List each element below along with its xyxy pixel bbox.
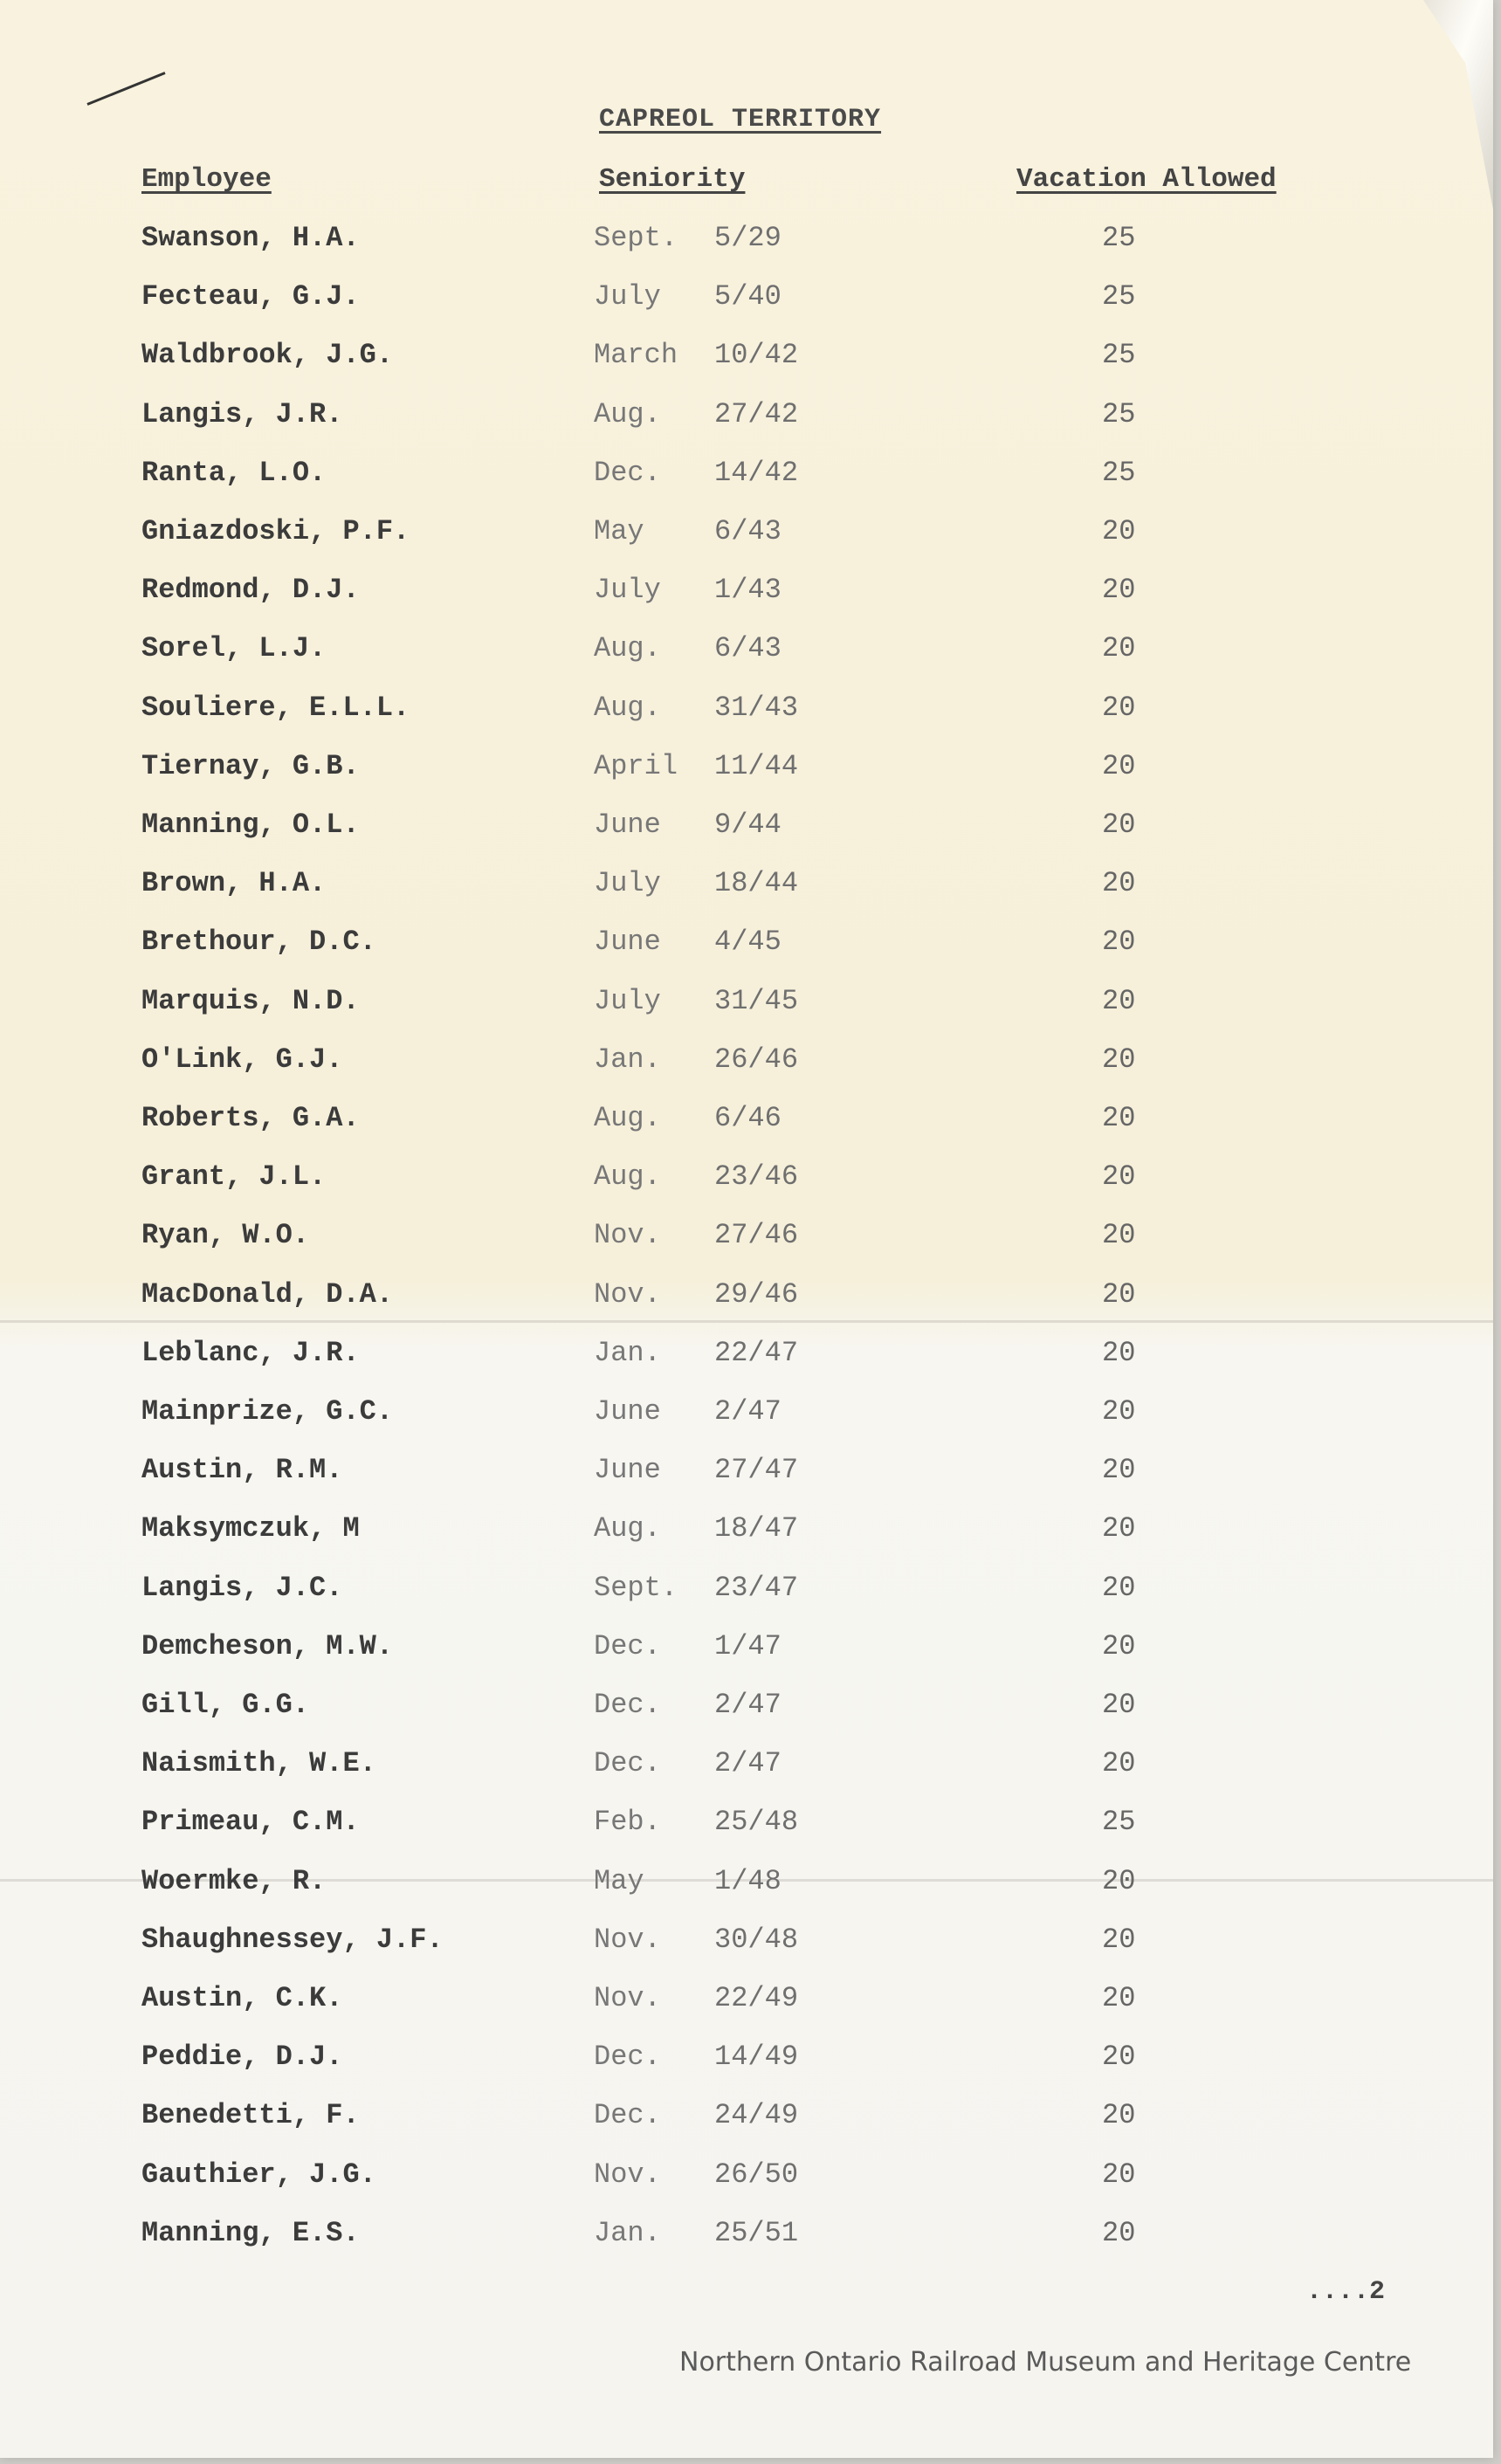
seniority-date: 11/44 (714, 750, 799, 782)
vacation-days: 20 (1102, 1865, 1136, 1897)
vacation-days: 20 (1102, 2099, 1136, 2131)
vacation-days: 20 (1102, 632, 1136, 664)
employee-name: Brown, H.A. (141, 867, 327, 899)
vacation-days: 20 (1102, 1395, 1136, 1428)
seniority-date: 14/49 (714, 2041, 799, 2073)
table-row (0, 1924, 1493, 1972)
vacation-days: 20 (1102, 1630, 1136, 1662)
employee-name: Swanson, H.A. (141, 222, 360, 254)
vacation-days: 20 (1102, 1454, 1136, 1486)
table-row (0, 1630, 1493, 1679)
table-row (0, 222, 1493, 271)
seniority-month: Nov. (594, 2158, 661, 2191)
seniority-month: Dec. (594, 2041, 661, 2073)
employee-name: Peddie, D.J. (141, 2041, 343, 2073)
seniority-month: June (594, 926, 661, 958)
table-row (0, 1689, 1493, 1738)
vacation-days: 20 (1102, 1747, 1136, 1779)
seniority-month: Sept. (594, 222, 678, 254)
table-row (0, 1982, 1493, 2031)
seniority-month: Aug. (594, 632, 661, 664)
column-header-seniority: Seniority (599, 164, 746, 195)
table-row (0, 1572, 1493, 1621)
seniority-month: July (594, 867, 661, 899)
employee-name: Gill, G.G. (141, 1689, 310, 1721)
seniority-date: 25/48 (714, 1806, 799, 1838)
table-row (0, 574, 1493, 623)
seniority-date: 6/43 (714, 515, 781, 547)
employee-name: Gniazdoski, P.F. (141, 515, 410, 547)
table-row (0, 339, 1493, 388)
seniority-date: 26/50 (714, 2158, 799, 2191)
table-row (0, 2099, 1493, 2148)
vacation-days: 20 (1102, 2041, 1136, 2073)
table-row (0, 1219, 1493, 1268)
table-row (0, 280, 1493, 329)
employee-name: Ryan, W.O. (141, 1219, 310, 1251)
vacation-days: 25 (1102, 222, 1136, 254)
table-row (0, 1337, 1493, 1386)
seniority-date: 18/44 (714, 867, 799, 899)
seniority-month: Nov. (594, 1219, 661, 1251)
territory-title: CAPREOL TERRITORY (599, 105, 882, 134)
vacation-days: 20 (1102, 1982, 1136, 2014)
vacation-days: 20 (1102, 1043, 1136, 1076)
seniority-date: 6/43 (714, 632, 781, 664)
table-row (0, 1806, 1493, 1855)
table-row (0, 1512, 1493, 1561)
vacation-days: 20 (1102, 1337, 1136, 1369)
seniority-date: 4/45 (714, 926, 781, 958)
employee-name: Maksymczuk, M (141, 1512, 360, 1545)
seniority-month: Jan. (594, 2217, 661, 2249)
seniority-date: 26/46 (714, 1043, 799, 1076)
vacation-days: 25 (1102, 339, 1136, 371)
seniority-month: Aug. (594, 1102, 661, 1134)
employee-name: Redmond, D.J. (141, 574, 360, 606)
seniority-date: 1/43 (714, 574, 781, 606)
vacation-days: 20 (1102, 2217, 1136, 2249)
seniority-month: June (594, 1454, 661, 1486)
table-row (0, 398, 1493, 447)
seniority-month: Dec. (594, 2099, 661, 2131)
table-row (0, 750, 1493, 799)
seniority-month: Feb. (594, 1806, 661, 1838)
seniority-month: April (594, 750, 678, 782)
column-header-vacation: Vacation Allowed (1016, 164, 1277, 195)
vacation-days: 20 (1102, 985, 1136, 1017)
employee-name: Souliere, E.L.L. (141, 692, 410, 724)
employee-name: O'Link, G.J. (141, 1043, 343, 1076)
employee-name: Tiernay, G.B. (141, 750, 360, 782)
table-row (0, 2158, 1493, 2207)
seniority-date: 5/40 (714, 280, 781, 313)
employee-name: Shaughnessey, J.F. (141, 1924, 444, 1956)
vacation-days: 20 (1102, 750, 1136, 782)
vacation-days: 20 (1102, 1572, 1136, 1604)
folded-corner (1423, 0, 1493, 210)
seniority-month: May (594, 515, 644, 547)
employee-name: Austin, R.M. (141, 1454, 343, 1486)
table-row (0, 632, 1493, 681)
table-row (0, 867, 1493, 916)
seniority-date: 27/42 (714, 398, 799, 430)
seniority-month: Dec. (594, 1630, 661, 1662)
seniority-month: March (594, 339, 678, 371)
seniority-month: Nov. (594, 1278, 661, 1311)
seniority-month: Dec. (594, 1689, 661, 1721)
vacation-days: 20 (1102, 1102, 1136, 1134)
seniority-date: 9/44 (714, 809, 781, 841)
page-continuation-marker: ....2 (1306, 2277, 1386, 2307)
seniority-date: 24/49 (714, 2099, 799, 2131)
seniority-month: Aug. (594, 398, 661, 430)
seniority-month: July (594, 574, 661, 606)
table-row (0, 1043, 1493, 1092)
table-row (0, 457, 1493, 506)
seniority-date: 31/43 (714, 692, 799, 724)
seniority-month: Nov. (594, 1982, 661, 2014)
seniority-month: May (594, 1865, 644, 1897)
employee-name: Fecteau, G.J. (141, 280, 360, 313)
employee-name: Roberts, G.A. (141, 1102, 360, 1134)
employee-name: Manning, O.L. (141, 809, 360, 841)
employee-name: Woermke, R. (141, 1865, 327, 1897)
employee-name: Langis, J.R. (141, 398, 343, 430)
employee-name: MacDonald, D.A. (141, 1278, 394, 1311)
seniority-month: June (594, 809, 661, 841)
seniority-date: 27/46 (714, 1219, 799, 1251)
column-header-employee: Employee (141, 164, 272, 195)
seniority-date: 2/47 (714, 1689, 781, 1721)
vacation-days: 20 (1102, 692, 1136, 724)
seniority-month: Jan. (594, 1043, 661, 1076)
employee-name: Langis, J.C. (141, 1572, 343, 1604)
seniority-month: Aug. (594, 1160, 661, 1193)
seniority-date: 10/42 (714, 339, 799, 371)
employee-name: Mainprize, G.C. (141, 1395, 394, 1428)
seniority-date: 25/51 (714, 2217, 799, 2249)
seniority-date: 29/46 (714, 1278, 799, 1311)
vacation-days: 20 (1102, 867, 1136, 899)
employee-name: Grant, J.L. (141, 1160, 327, 1193)
seniority-date: 23/46 (714, 1160, 799, 1193)
seniority-date: 22/47 (714, 1337, 799, 1369)
seniority-month: July (594, 280, 661, 313)
vacation-days: 20 (1102, 926, 1136, 958)
table-row (0, 692, 1493, 740)
seniority-date: 6/46 (714, 1102, 781, 1134)
seniority-month: Dec. (594, 457, 661, 489)
vacation-days: 25 (1102, 398, 1136, 430)
vacation-days: 20 (1102, 1160, 1136, 1193)
table-row (0, 1395, 1493, 1444)
seniority-date: 5/29 (714, 222, 781, 254)
seniority-date: 30/48 (714, 1924, 799, 1956)
employee-name: Demcheson, M.W. (141, 1630, 394, 1662)
seniority-month: Dec. (594, 1747, 661, 1779)
seniority-month: Nov. (594, 1924, 661, 1956)
vacation-days: 20 (1102, 1278, 1136, 1311)
museum-watermark: Northern Ontario Railroad Museum and Heritage Centre (679, 2347, 1412, 2378)
employee-name: Sorel, L.J. (141, 632, 327, 664)
table-row (0, 2217, 1493, 2266)
seniority-month: Jan. (594, 1337, 661, 1369)
table-row (0, 1102, 1493, 1151)
seniority-date: 1/47 (714, 1630, 781, 1662)
employee-name: Gauthier, J.G. (141, 2158, 376, 2191)
table-row (0, 985, 1493, 1034)
seniority-date: 31/45 (714, 985, 799, 1017)
table-row (0, 926, 1493, 974)
vacation-days: 20 (1102, 515, 1136, 547)
employee-name: Ranta, L.O. (141, 457, 327, 489)
table-row (0, 515, 1493, 564)
vacation-days: 20 (1102, 1219, 1136, 1251)
employee-name: Manning, E.S. (141, 2217, 360, 2249)
employee-name: Leblanc, J.R. (141, 1337, 360, 1369)
vacation-days: 20 (1102, 574, 1136, 606)
table-row (0, 809, 1493, 857)
employee-name: Marquis, N.D. (141, 985, 360, 1017)
seniority-date: 18/47 (714, 1512, 799, 1545)
vacation-days: 20 (1102, 809, 1136, 841)
table-row (0, 2041, 1493, 2089)
seniority-date: 23/47 (714, 1572, 799, 1604)
seniority-date: 14/42 (714, 457, 799, 489)
seniority-month: Sept. (594, 1572, 678, 1604)
employee-name: Benedetti, F. (141, 2099, 360, 2131)
employee-name: Austin, C.K. (141, 1982, 343, 2014)
employee-name: Primeau, C.M. (141, 1806, 360, 1838)
seniority-month: Aug. (594, 692, 661, 724)
seniority-date: 2/47 (714, 1747, 781, 1779)
table-row (0, 1454, 1493, 1503)
employee-name: Waldbrook, J.G. (141, 339, 394, 371)
table-row (0, 1278, 1493, 1327)
seniority-month: Aug. (594, 1512, 661, 1545)
seniority-month: June (594, 1395, 661, 1428)
employee-name: Naismith, W.E. (141, 1747, 376, 1779)
seniority-date: 22/49 (714, 1982, 799, 2014)
vacation-days: 20 (1102, 1512, 1136, 1545)
table-row (0, 1747, 1493, 1796)
vacation-days: 20 (1102, 1689, 1136, 1721)
vacation-days: 25 (1102, 280, 1136, 313)
table-row (0, 1865, 1493, 1914)
vacation-days: 20 (1102, 1924, 1136, 1956)
pencil-tick-mark (86, 72, 165, 106)
seniority-date: 1/48 (714, 1865, 781, 1897)
seniority-date: 2/47 (714, 1395, 781, 1428)
vacation-days: 25 (1102, 457, 1136, 489)
employee-name: Brethour, D.C. (141, 926, 376, 958)
vacation-days: 25 (1102, 1806, 1136, 1838)
vacation-days: 20 (1102, 2158, 1136, 2191)
table-row (0, 1160, 1493, 1209)
seniority-date: 27/47 (714, 1454, 799, 1486)
seniority-month: July (594, 985, 661, 1017)
